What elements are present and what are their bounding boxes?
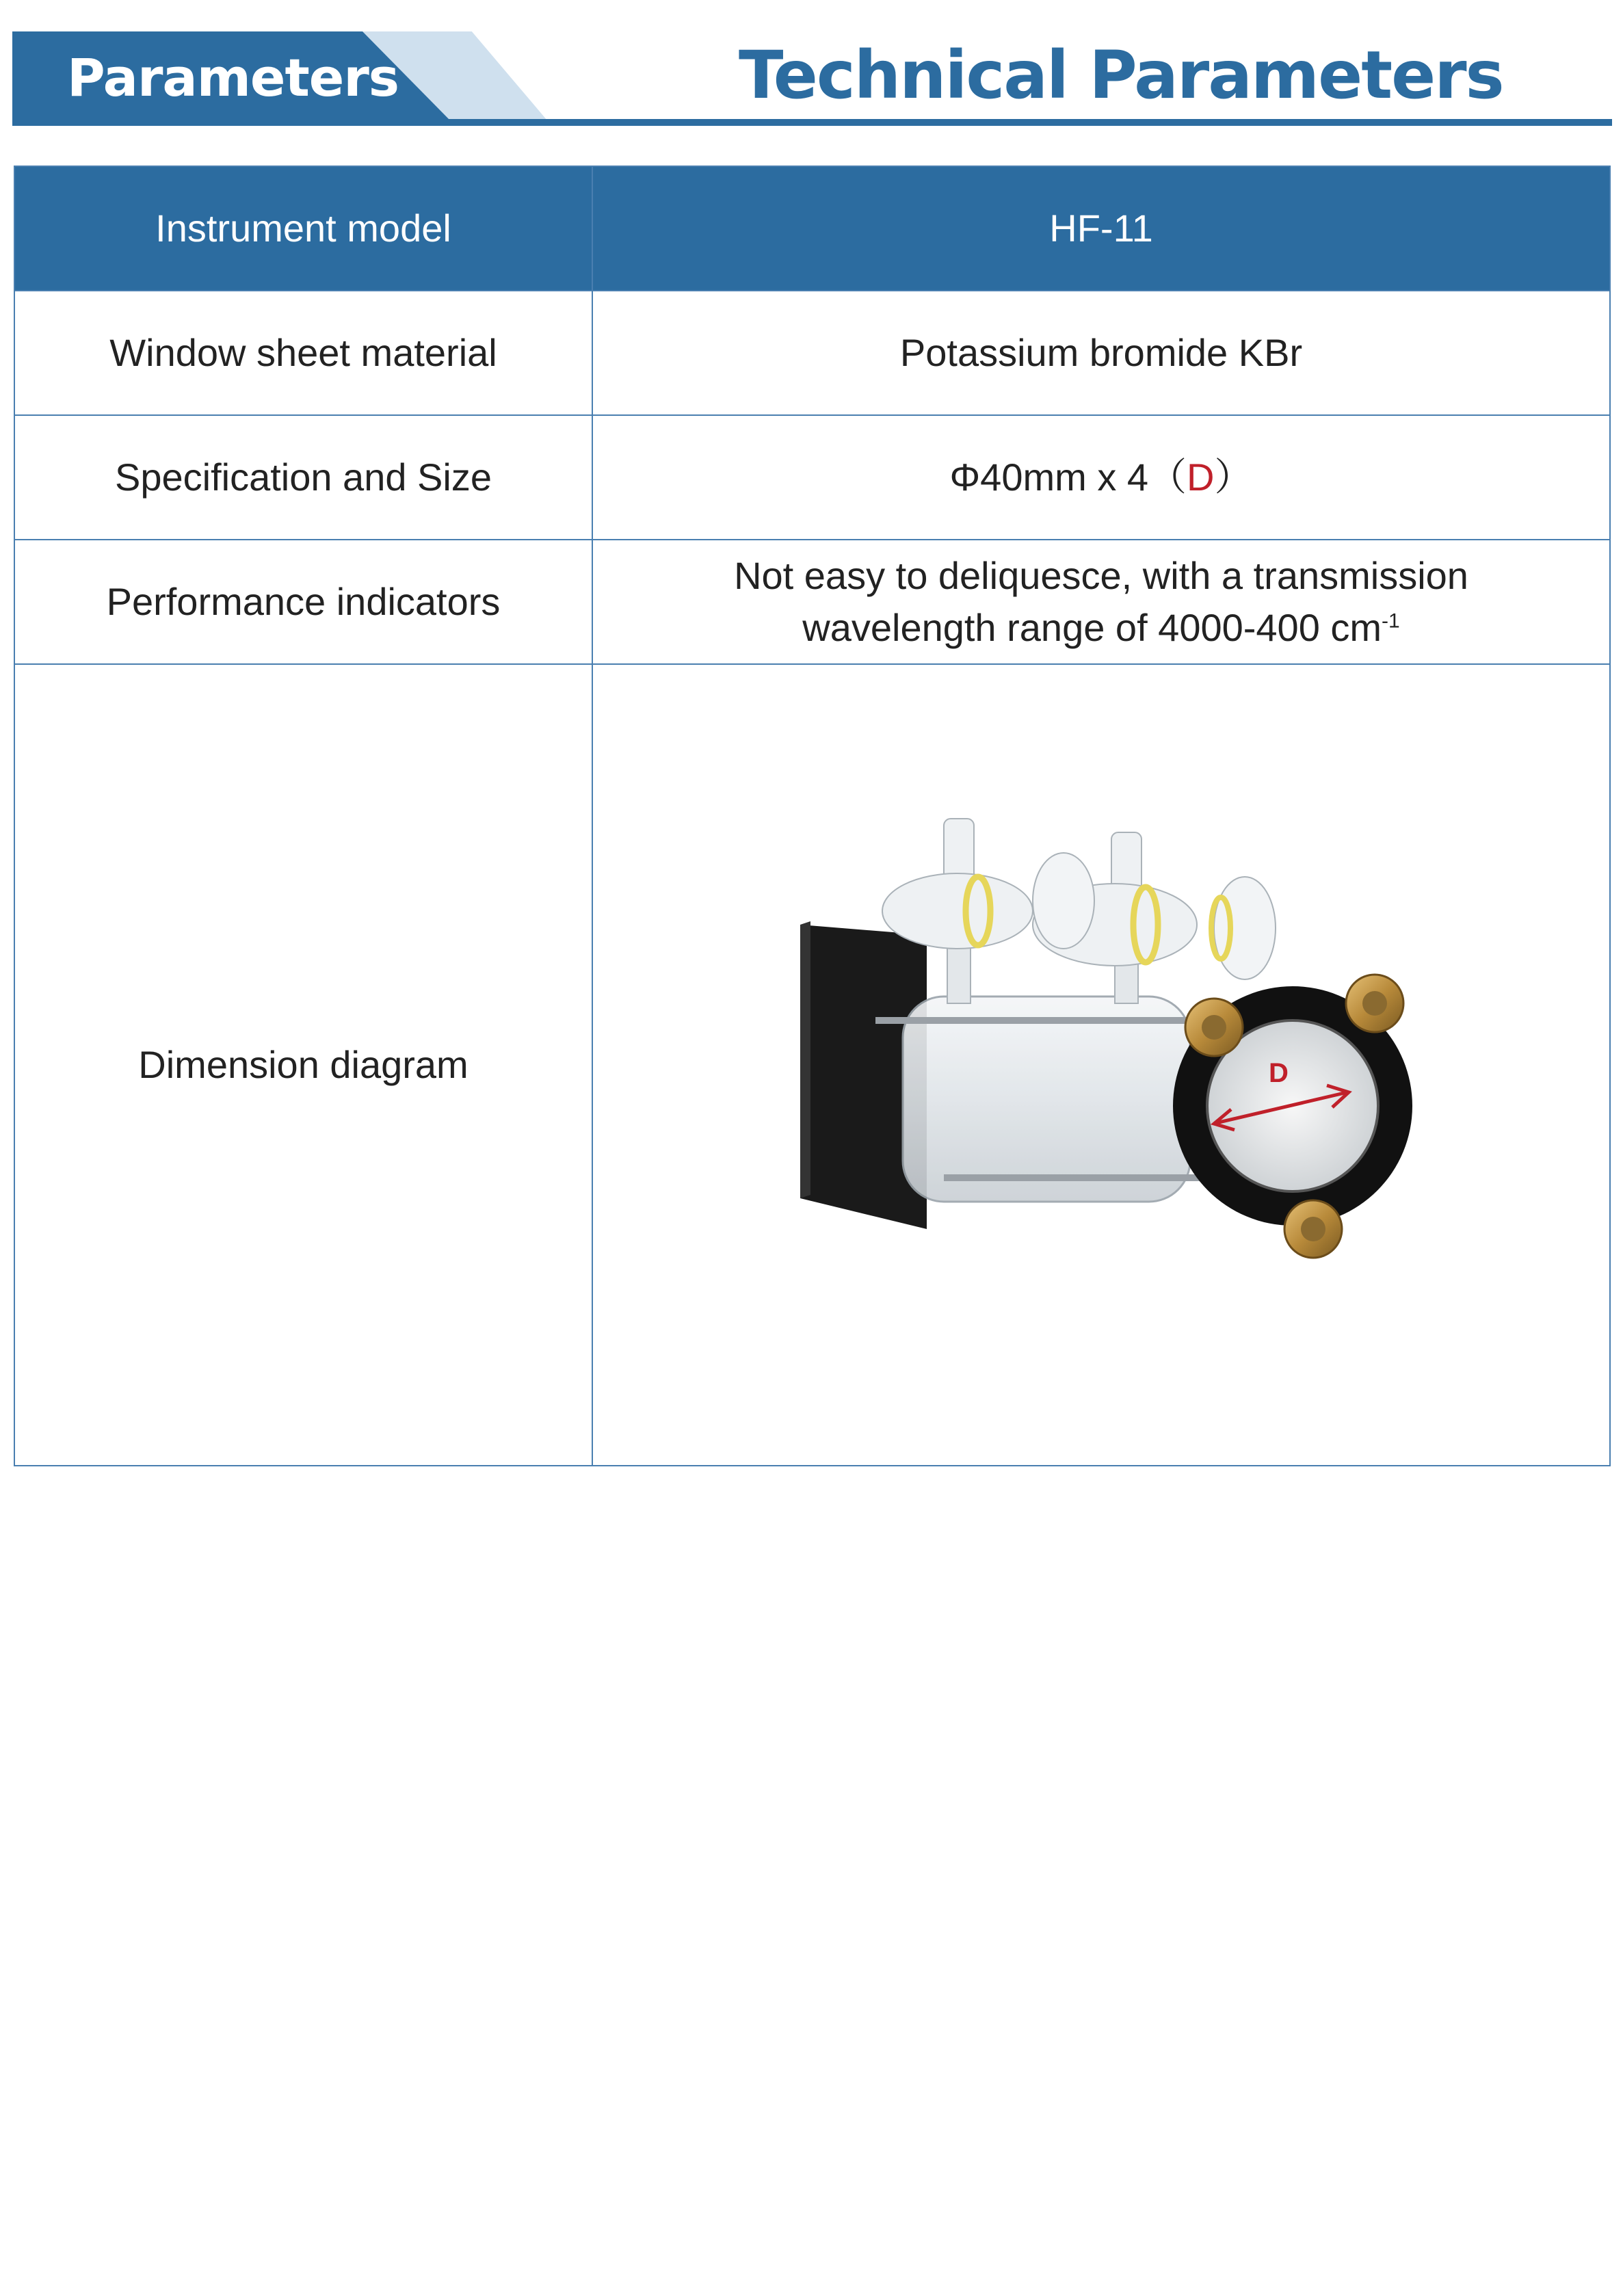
thumb-screw-left-center <box>1202 1015 1226 1040</box>
mounting-plate-edge <box>800 921 810 1198</box>
material-value-cell: Potassium bromide KBr <box>592 291 1610 415</box>
thumb-screw-bottom-center <box>1301 1217 1325 1241</box>
flange-left <box>1033 853 1094 949</box>
performance-value-cell <box>592 540 1610 664</box>
parameters-table <box>14 166 1611 1466</box>
spec-label-cell: Specification and Size <box>14 415 592 540</box>
performance-line-2-text: wavelength range of 4000-400 cm <box>802 606 1382 649</box>
page-title: Technical Parameters <box>739 37 1503 114</box>
glass-cylinder <box>903 997 1190 1202</box>
stopcock-barrel-left <box>882 873 1033 949</box>
model-value-cell: HF-11 <box>592 166 1610 291</box>
spec-value-cell <box>592 415 1610 540</box>
page-header <box>0 0 1623 137</box>
performance-superscript: -1 <box>1382 609 1400 633</box>
table-row <box>14 664 1610 1466</box>
table-row <box>14 415 1610 540</box>
gas-cell-diagram <box>759 791 1443 1338</box>
header-tab-label: Parameters <box>67 47 399 108</box>
table-row <box>14 291 1610 415</box>
performance-label-cell: Performance indicators <box>14 540 592 664</box>
performance-line-1: Not easy to deliquesce, with a transmission <box>734 554 1468 597</box>
material-label-cell: Window sheet material <box>14 291 592 415</box>
spec-value-main: Φ40mm x 4（ <box>949 456 1187 499</box>
spec-value-highlight: D <box>1187 456 1215 499</box>
flange-right <box>1214 877 1276 979</box>
thumb-screw-right-center <box>1362 991 1387 1016</box>
diagram-cell <box>592 664 1610 1466</box>
model-label-cell: Instrument model <box>14 166 592 291</box>
table-header-row <box>14 166 1610 291</box>
diameter-label: D <box>1269 1058 1289 1088</box>
spec-value-end: ） <box>1214 456 1253 499</box>
header-divider <box>12 119 1612 126</box>
diagram-label-cell: Dimension diagram <box>14 664 592 1466</box>
performance-line-2 <box>607 602 1596 654</box>
table-row <box>14 540 1610 664</box>
